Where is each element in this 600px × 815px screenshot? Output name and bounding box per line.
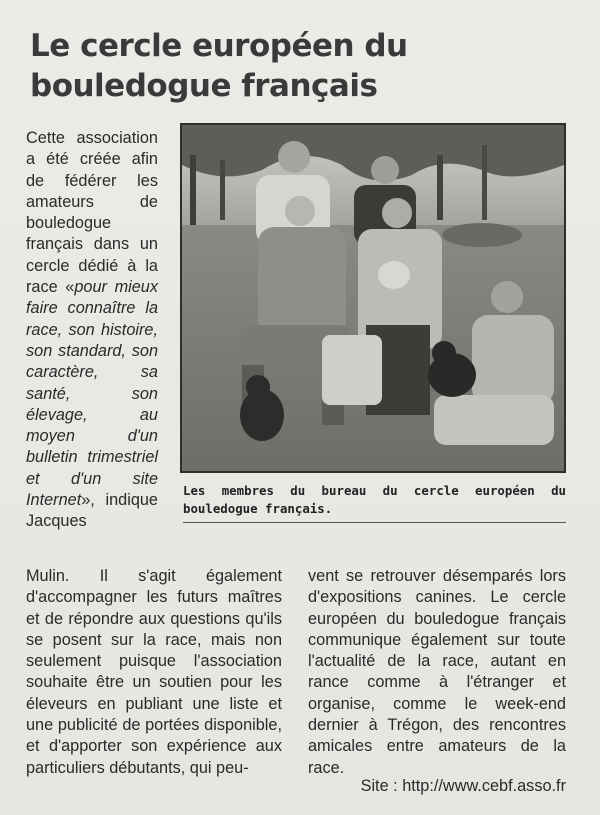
intro-quote: pour mieux faire connaître la race, son histoire, son standard, son caractère, sa santé, son élevage, au moyen d'un bulletin trimestriel et d'un site Internet	[26, 278, 158, 510]
article-title: Le cercle européen du bouledogue français	[30, 28, 408, 104]
website-reference: Site : http://www.cebf.asso.fr	[360, 777, 566, 795]
photo-caption: Les membres du bureau du cercle européen du bouledogue français.	[183, 483, 566, 516]
article-body-right: vent se retrouver désemparés lors d'expositions canines. Le cercle européen du bouledogue français communique également sur toute l'actualité de la race, autant en rance comme à l'étranger et organise, comme le week-end dernier à Trégon, des rencontres amicales entre amateurs de la race.	[308, 567, 566, 777]
intro-text: Cette association a été créée afin de fédérer les amateurs de bouledogue français dans un cercle dédié à la race «	[26, 129, 158, 297]
group-photo	[180, 123, 566, 473]
article-body-left: Mulin. Il s'agit également d'accompagner les futurs maîtres et de répondre aux questions qu'ils se posent sur la race, mais non seulement puisque l'association souhaite être un soutien pour les éleveurs en publiant une liste et une publicité de portées disponible, et d'apporter son expérience aux particuliers débutants, qui peu-	[26, 567, 282, 777]
intro-end: », indique Jacques	[26, 491, 158, 531]
article-intro	[26, 128, 158, 533]
group-photo-illustration	[182, 125, 564, 471]
caption-divider	[183, 522, 566, 523]
